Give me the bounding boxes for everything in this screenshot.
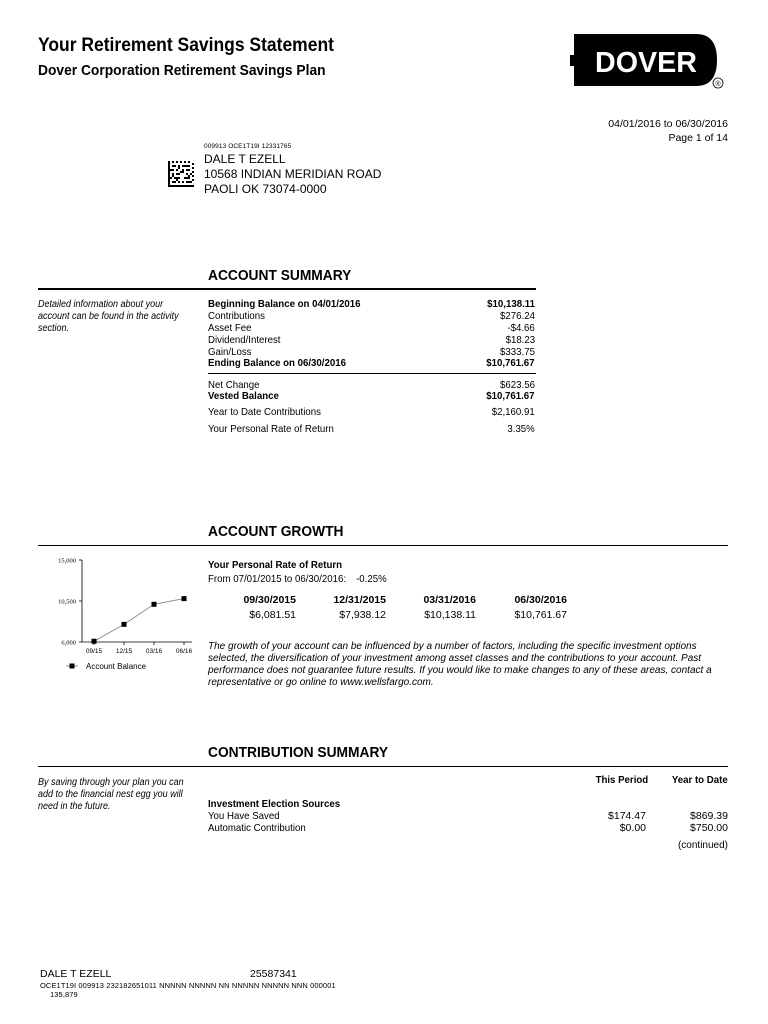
contribution-summary-title: CONTRIBUTION SUMMARY: [208, 745, 389, 761]
quarter-col: [396, 594, 476, 621]
footer-name: DALE T EZELL: [40, 968, 112, 980]
summary-value: $10,761.67: [486, 390, 535, 402]
page-number: Page 1 of 14: [668, 132, 728, 144]
col-year-to-date: Year to Date: [672, 774, 728, 786]
contrib-ytd-value: $869.39: [690, 810, 728, 822]
summary-value: $276.24: [500, 310, 535, 322]
continued-note: (continued): [677, 840, 728, 851]
footer-number: 25587341: [250, 968, 297, 980]
summary-value: $10,138.11: [487, 298, 535, 310]
investment-sources-heading: Investment Election Sources: [208, 798, 341, 810]
footer-count: 135,879: [50, 990, 78, 999]
legend-label: Account Balance: [86, 662, 147, 671]
footer-code-line: OCE1T19I 009913 232182651011 NNNNN NNNNN NN NNNNN NNNNN NNN 000001: [40, 981, 336, 990]
col-this-period: This Period: [595, 774, 648, 786]
summary-label: Net Change: [208, 379, 260, 391]
contrib-period-value: $174.47: [608, 810, 646, 822]
y-tick-label: 15,000: [58, 557, 76, 565]
street-address: 10568 INDIAN MERIDIAN ROAD: [204, 167, 382, 181]
x-tick-label: 06/16: [175, 648, 193, 655]
x-tick-label: 12/15: [115, 648, 133, 655]
registered-mark: ®: [715, 81, 721, 88]
city-state-zip: PAOLI OK 73074-0000: [204, 182, 327, 196]
quarter-value: $10,761.67: [514, 609, 567, 621]
mailing-address: [204, 152, 381, 197]
summary-value: $10,761.67: [486, 357, 535, 369]
data-point: [92, 639, 97, 644]
chart-svg: [38, 552, 198, 677]
summary-value: $18.23: [505, 334, 535, 346]
summary-label: Your Personal Rate of Return: [208, 423, 334, 435]
growth-disclaimer: The growth of your account can be influenced by a number of factors, including the specific investment options selected, the diversification of your investment among asset classes and the contributions to your account. Past performance does not guarantee future results. If you would like to make changes to any of these areas, contact a representative or go online to www.wellsfargo.com.: [208, 641, 712, 688]
account-balance-chart: [38, 552, 198, 677]
summary-value: $2,160.91: [492, 406, 535, 418]
data-point: [182, 596, 187, 601]
data-point: [152, 602, 157, 607]
quarter-date: 03/31/2016: [423, 594, 476, 606]
summary-row-dividend: [208, 334, 535, 346]
summary-label: Asset Fee: [208, 322, 252, 334]
contrib-ytd-value: $750.00: [690, 822, 728, 834]
x-tick-label: 03/16: [145, 648, 163, 655]
summary-row-contributions: [208, 310, 535, 322]
summary-value: 3.35%: [507, 423, 535, 435]
summary-row-ending: [208, 357, 535, 369]
account-growth-title: ACCOUNT GROWTH: [208, 524, 344, 540]
summary-value: -$4.66: [507, 322, 535, 334]
mailing-code: 009913 OCE1T19I 12331765: [204, 143, 292, 150]
account-growth-rule: [38, 545, 728, 546]
summary-value: $333.75: [500, 346, 535, 358]
summary-label: Dividend/Interest: [208, 334, 281, 346]
ror-heading: Your Personal Rate of Return: [208, 559, 343, 571]
quarter-date: 09/30/2015: [243, 594, 296, 606]
y-tick-label: 6,000: [61, 639, 76, 647]
logo-text: DOVER: [595, 47, 698, 79]
summary-row-ytd: [208, 406, 535, 418]
summary-row-ror: [208, 423, 535, 435]
quarter-value: $10,138.11: [424, 609, 476, 621]
summary-row-beginning: [208, 298, 535, 310]
quarter-value: $6,081.51: [249, 609, 296, 621]
quarter-date: 12/31/2015: [333, 594, 386, 606]
contribution-summary-rule: [38, 766, 728, 767]
plan-name: Dover Corporation Retirement Savings Plan: [38, 62, 326, 79]
quarter-value: $7,938.12: [339, 609, 386, 621]
account-summary-title: ACCOUNT SUMMARY: [208, 268, 352, 284]
data-point: [122, 622, 127, 627]
account-summary-note: Detailed information about your account can be found in the activity section.: [38, 299, 179, 334]
quarter-col: [216, 594, 296, 621]
contribution-summary-note: By saving through your plan you can add to the financial nest egg you will need in the future.: [38, 777, 184, 812]
summary-row-vested: [208, 390, 535, 402]
ror-period: From 07/01/2015 to 06/30/2016:: [208, 573, 347, 585]
summary-label: Ending Balance on 06/30/2016: [208, 357, 346, 369]
summary-divider: [208, 373, 536, 374]
summary-row-asset-fee: [208, 322, 535, 334]
summary-label: Year to Date Contributions: [208, 406, 321, 418]
statement-period-block: [608, 117, 728, 145]
ror-line: [208, 573, 387, 585]
statement-title: Your Retirement Savings Statement: [38, 35, 334, 56]
x-tick-label: 09/15: [85, 648, 103, 655]
quarter-col: [306, 594, 386, 621]
series-line: [94, 599, 184, 642]
legend-marker: [70, 664, 75, 669]
summary-value: $623.56: [500, 379, 535, 391]
recipient-name: DALE T EZELL: [204, 152, 286, 166]
summary-label: Contributions: [208, 310, 265, 322]
quarter-date: 06/30/2016: [514, 594, 567, 606]
contrib-period-value: $0.00: [619, 822, 646, 834]
datamatrix-barcode: [168, 161, 194, 187]
quarter-col: [487, 594, 567, 621]
contrib-label: Automatic Contribution: [208, 822, 306, 834]
ror-value: -0.25%: [356, 573, 387, 585]
dover-logo: [570, 34, 724, 90]
account-summary-rule: [38, 288, 536, 290]
statement-period: 04/01/2016 to 06/30/2016: [608, 118, 728, 130]
summary-label: Vested Balance: [208, 390, 279, 402]
summary-label: Gain/Loss: [208, 346, 252, 358]
summary-label: Beginning Balance on 04/01/2016: [208, 298, 361, 310]
contrib-label: You Have Saved: [208, 810, 280, 822]
y-tick-label: 10,500: [58, 598, 76, 606]
